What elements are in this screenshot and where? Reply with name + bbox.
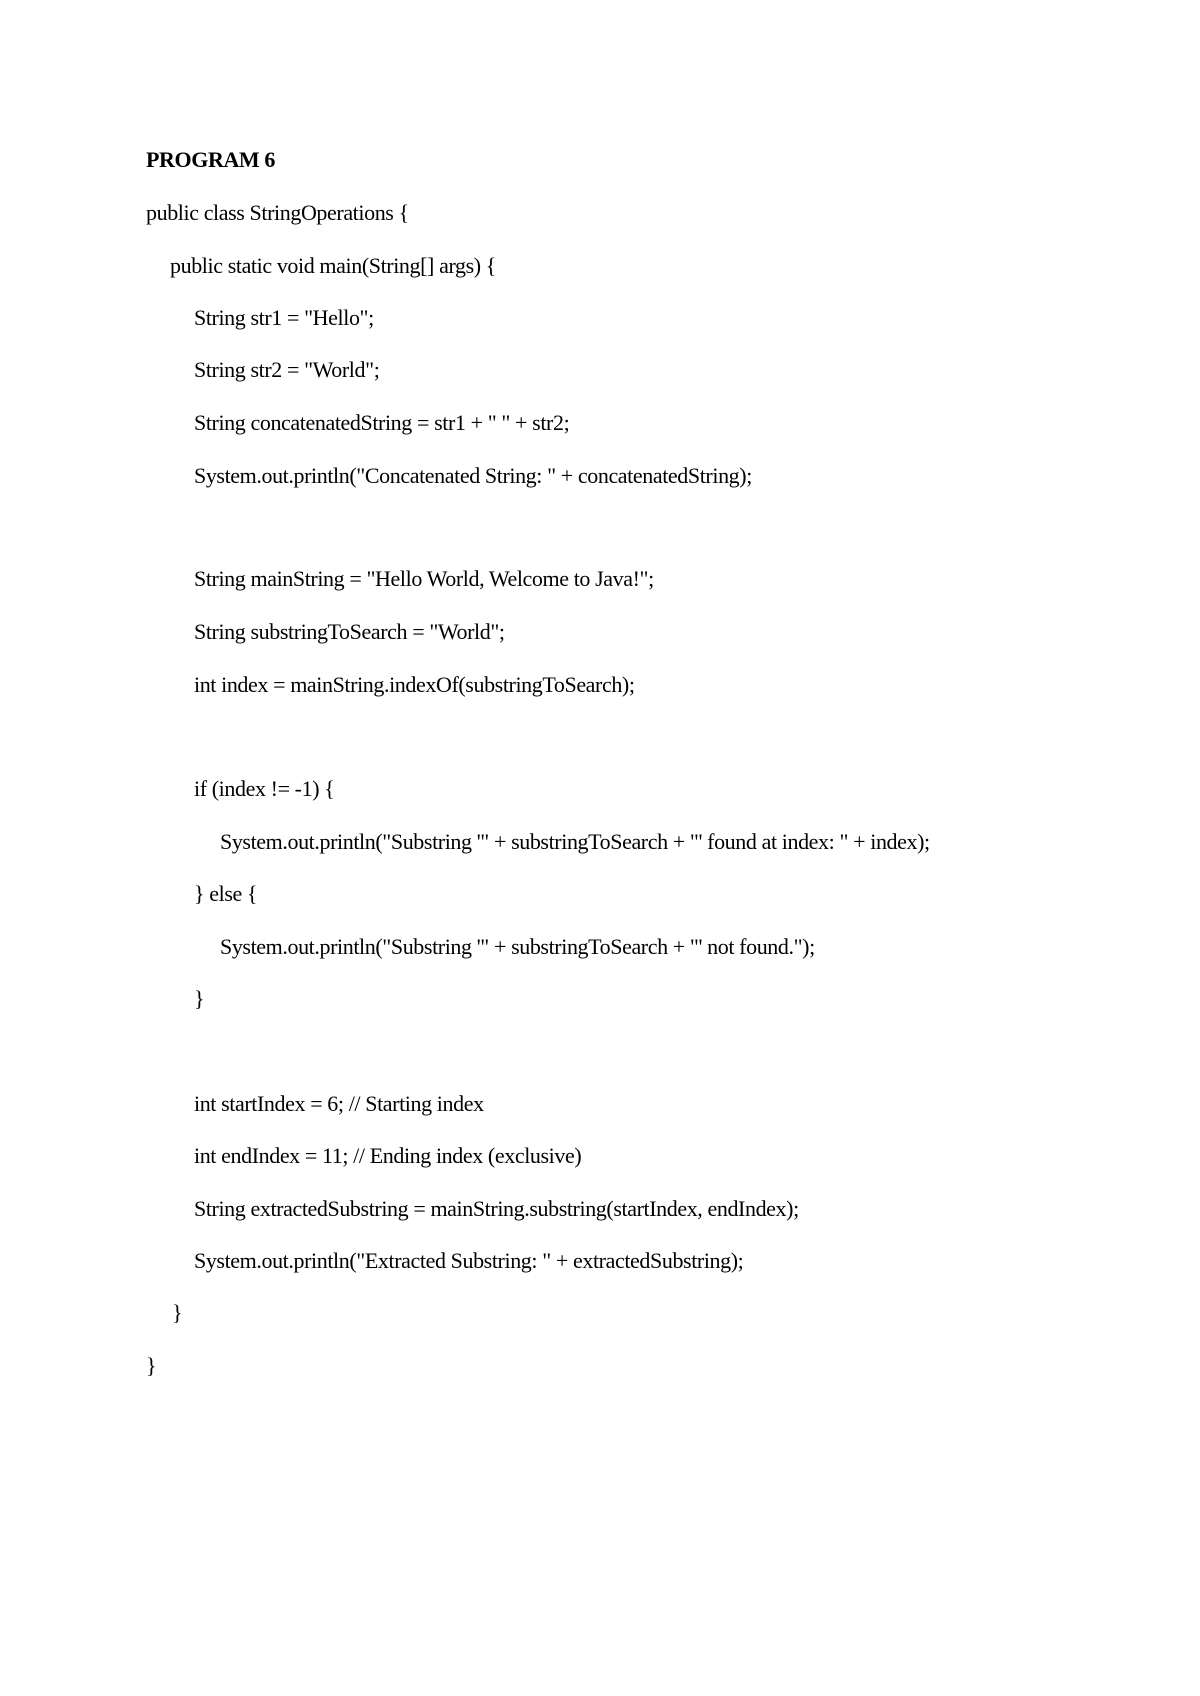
- code-line: String str2 = "World";: [194, 357, 380, 382]
- code-line: }: [146, 1353, 157, 1378]
- code-line: int endIndex = 11; // Ending index (exclusive): [194, 1143, 582, 1168]
- code-line: String concatenatedString = str1 + " " + str2;: [194, 410, 570, 435]
- code-line: if (index != -1) {: [194, 776, 335, 801]
- code-line: System.out.println("Substring '" + substringToSearch + "' found at index: " + index);: [220, 829, 930, 854]
- code-line: System.out.println("Extracted Substring: " + extractedSubstring);: [194, 1248, 744, 1273]
- code-line: } else {: [194, 881, 258, 906]
- program-heading: PROGRAM 6: [146, 147, 275, 172]
- code-line: System.out.println("Substring '" + substringToSearch + "' not found.");: [220, 934, 815, 959]
- code-line: }: [172, 1300, 183, 1325]
- code-line: public class StringOperations {: [146, 200, 409, 225]
- code-line: String substringToSearch = "World";: [194, 619, 505, 644]
- code-line: }: [194, 986, 205, 1011]
- code-line: String mainString = "Hello World, Welcome to Java!";: [194, 566, 654, 591]
- code-line: int index = mainString.indexOf(substringToSearch);: [194, 672, 635, 697]
- code-line: int startIndex = 6; // Starting index: [194, 1091, 484, 1116]
- code-line: String str1 = "Hello";: [194, 305, 374, 330]
- code-line: String extractedSubstring = mainString.substring(startIndex, endIndex);: [194, 1196, 799, 1221]
- code-line: public static void main(String[] args) {: [170, 253, 496, 278]
- code-line: System.out.println("Concatenated String: " + concatenatedString);: [194, 463, 752, 488]
